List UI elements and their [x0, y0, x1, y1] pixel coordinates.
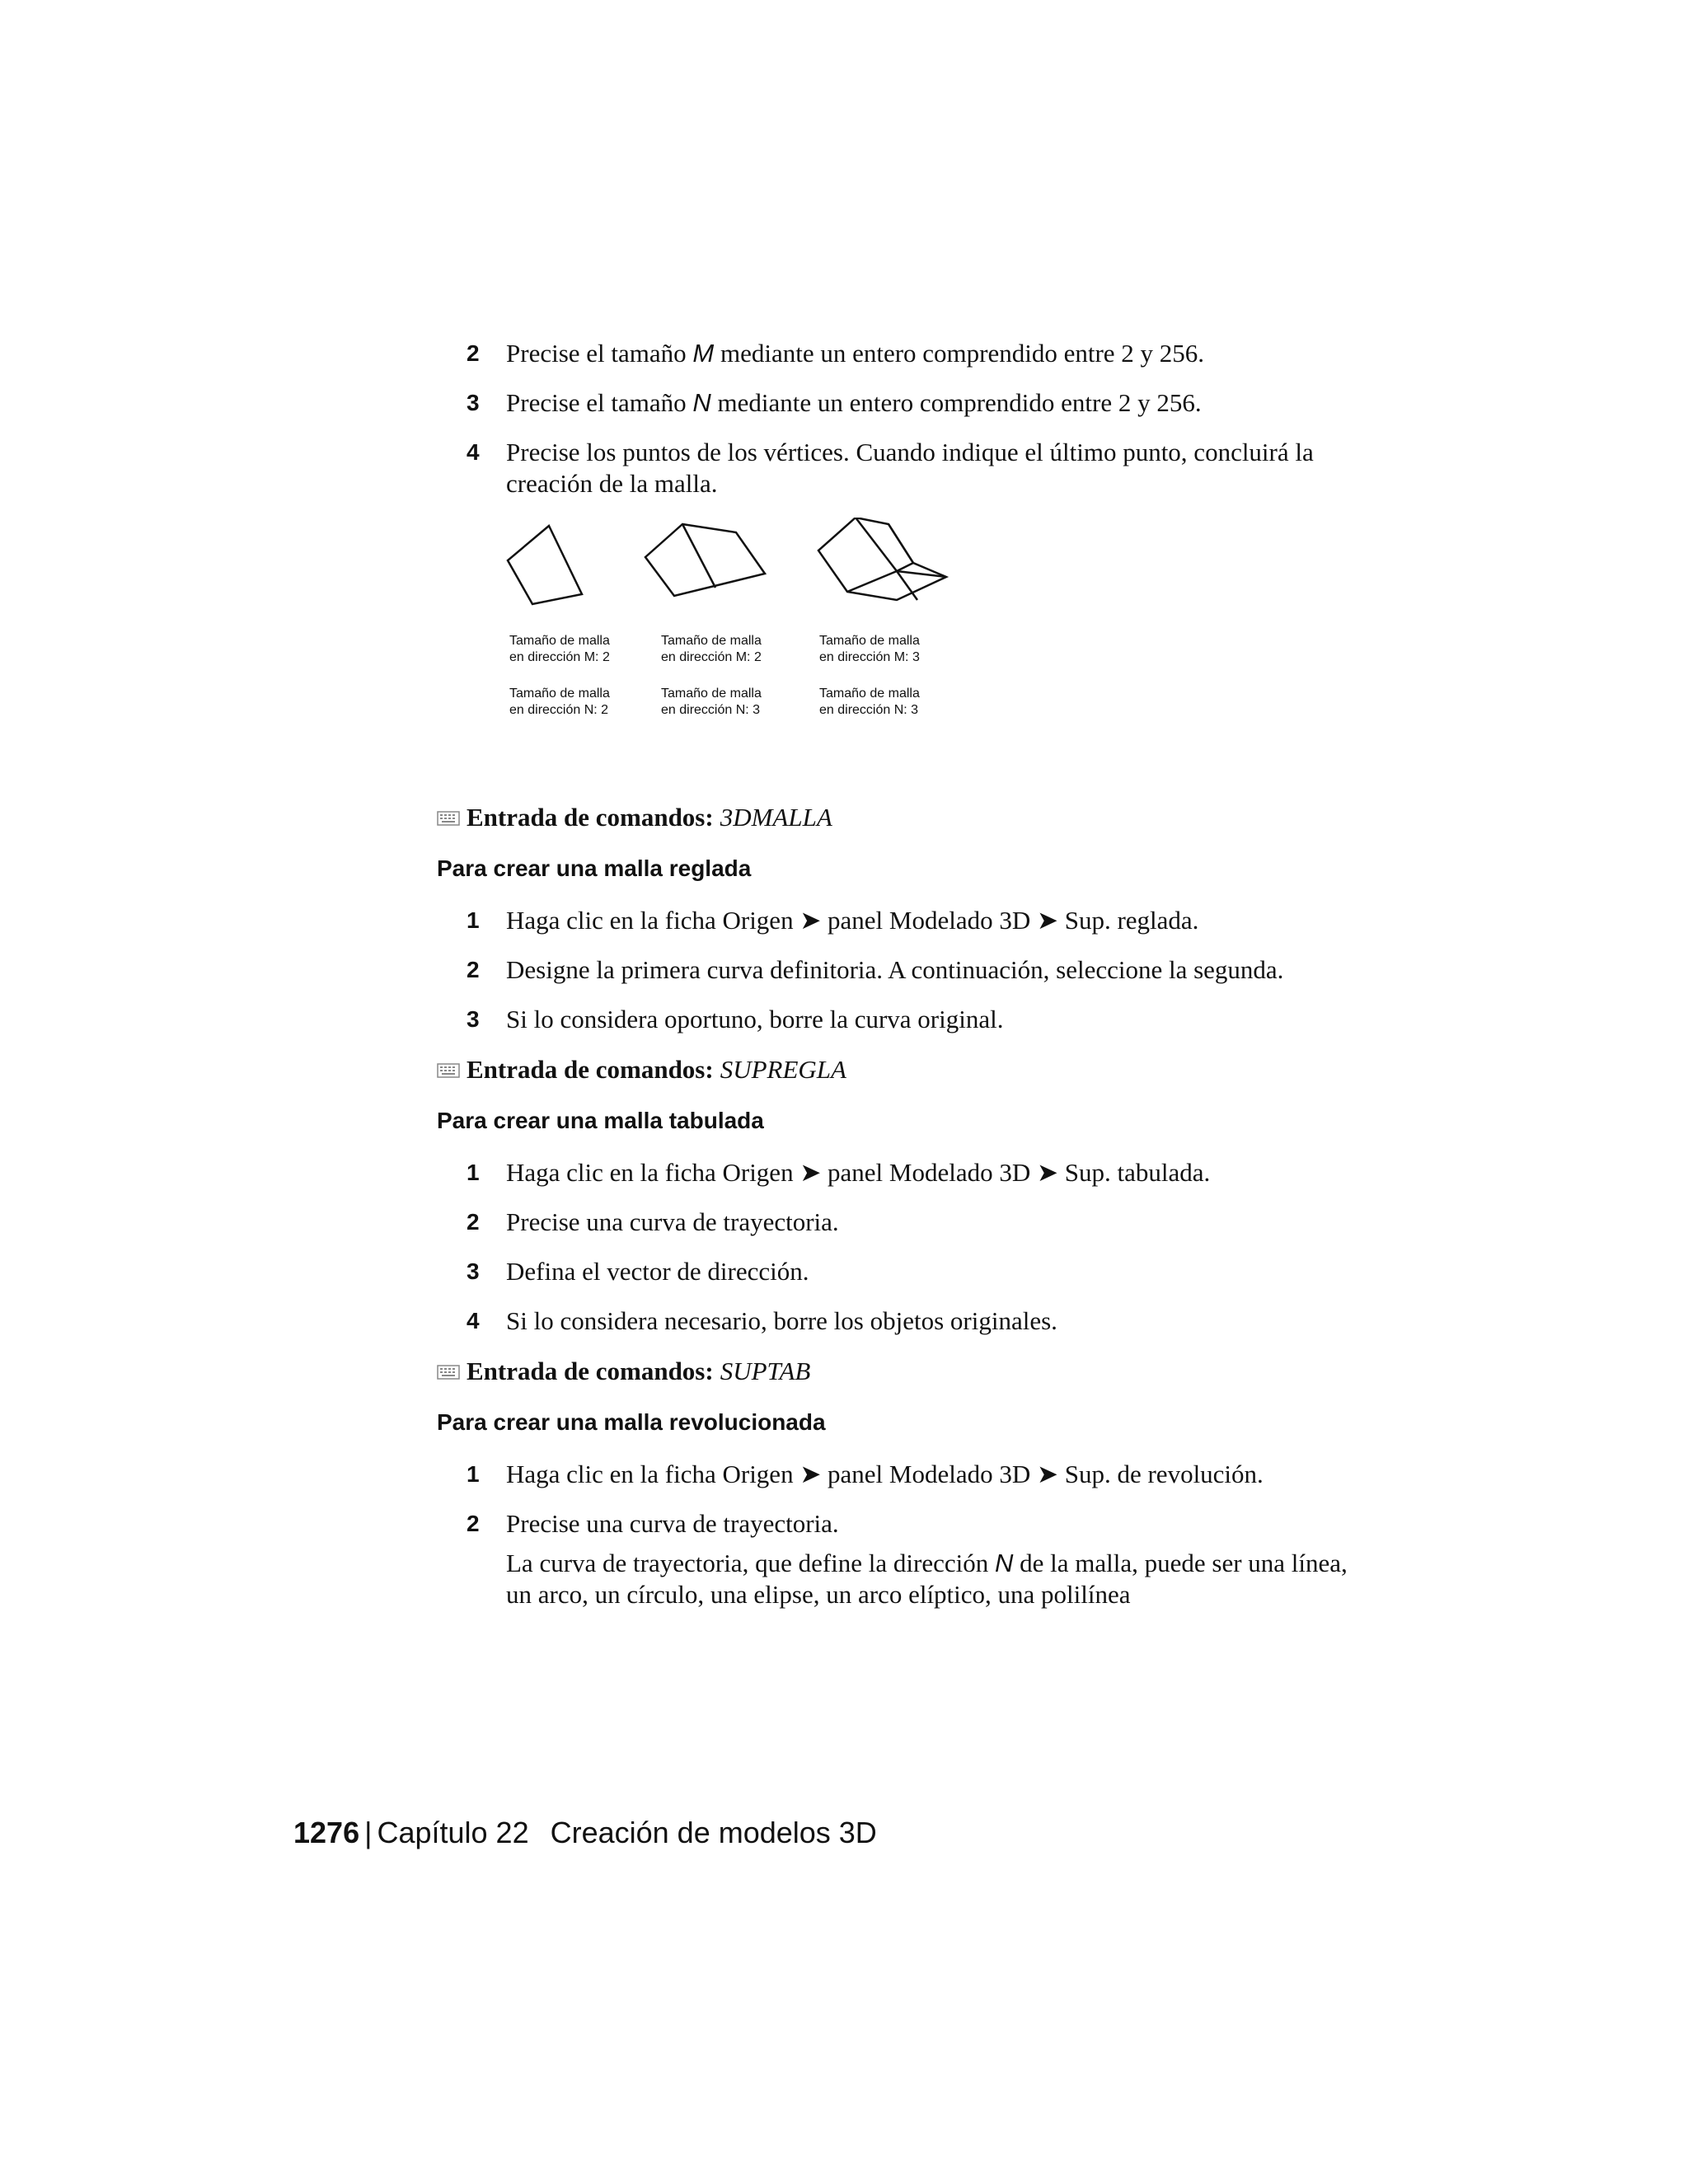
- command-entry: [437, 1053, 1358, 1086]
- command-name: SUPREGLA: [720, 1055, 846, 1084]
- mesh-caption-n: Tamaño de malla en dirección N: 3: [819, 687, 920, 717]
- step-variable: N: [692, 388, 711, 417]
- step-number: 2: [467, 957, 480, 982]
- page-footer: [293, 1815, 877, 1851]
- command-entry: [437, 801, 1358, 834]
- step-text: Si lo considera oportuno, borre la curva original.: [506, 1005, 1004, 1033]
- mesh-2x2: [508, 526, 582, 604]
- step-number: 3: [467, 390, 480, 415]
- list-item: [452, 1004, 1358, 1035]
- command-label: Entrada de comandos:: [467, 803, 714, 832]
- page-content: [437, 338, 1358, 1629]
- step-text: Si lo considera necesario, borre los objetos originales.: [506, 1306, 1057, 1335]
- step-number: 4: [467, 1308, 480, 1333]
- step-number: 2: [467, 1209, 480, 1235]
- step-number: 2: [467, 1511, 480, 1536]
- list-item: [452, 1508, 1358, 1610]
- step-number: 1: [467, 907, 480, 933]
- mesh-caption-m: Tamaño de malla en dirección M: 2: [661, 634, 762, 664]
- step-note: [506, 1548, 1358, 1610]
- mesh-caption-m: Tamaño de malla en dirección M: 2: [509, 634, 610, 664]
- mesh-2x3: [645, 524, 765, 596]
- step-text: Precise el tamaño: [506, 339, 693, 368]
- keyboard-icon: [437, 1362, 460, 1380]
- step-variable: M: [692, 339, 715, 368]
- list-item: [452, 1256, 1358, 1287]
- step-number: 3: [467, 1006, 480, 1032]
- chapter-label: Capítulo 22: [377, 1816, 529, 1849]
- command-entry: [437, 1355, 1358, 1388]
- list-item: [452, 338, 1358, 369]
- step-text: Designe la primera curva definitoria. A continuación, seleccione la segunda.: [506, 955, 1284, 984]
- mesh-diagram: [452, 518, 1029, 641]
- keyboard-icon: [437, 1061, 460, 1079]
- section-heading: Para crear una malla revolucionada: [437, 1409, 826, 1435]
- step-number: 1: [467, 1461, 480, 1487]
- command-label: Entrada de comandos:: [467, 1357, 714, 1385]
- mesh-caption-m: Tamaño de malla en dirección M: 3: [819, 634, 920, 664]
- command-name: 3DMALLA: [720, 803, 832, 832]
- step-text: Haga clic en la ficha Origen ➤ panel Modelado 3D ➤ Sup. de revolución.: [506, 1460, 1264, 1488]
- mesh-caption-n: Tamaño de malla en dirección N: 3: [661, 687, 762, 717]
- list-item: [452, 437, 1358, 499]
- step-text: Precise una curva de trayectoria.: [506, 1207, 839, 1236]
- list-item: [452, 1305, 1358, 1337]
- step-number: 2: [467, 340, 480, 366]
- step-text: mediante un entero comprendido entre 2 y 256.: [714, 339, 1205, 368]
- list-item: [452, 387, 1358, 419]
- chapter-title: Creación de modelos 3D: [550, 1816, 877, 1849]
- step-text: Precise los puntos de los vértices. Cuando indique el último punto, concluirá la creación de la malla.: [506, 438, 1314, 498]
- step-number: 4: [467, 439, 480, 465]
- page-number: 1276: [293, 1816, 360, 1849]
- step-number: 3: [467, 1258, 480, 1284]
- step-text: Haga clic en la ficha Origen ➤ panel Modelado 3D ➤ Sup. reglada.: [506, 906, 1199, 935]
- note-text: La curva de trayectoria, que define la dirección: [506, 1549, 995, 1577]
- command-label: Entrada de comandos:: [467, 1055, 714, 1084]
- section-heading: Para crear una malla tabulada: [437, 1108, 764, 1133]
- note-variable: N: [994, 1549, 1014, 1577]
- list-item: [452, 905, 1358, 936]
- step-text: Haga clic en la ficha Origen ➤ panel Modelado 3D ➤ Sup. tabulada.: [506, 1158, 1211, 1187]
- section-heading: Para crear una malla reglada: [437, 855, 752, 881]
- mesh-figure: [452, 518, 1358, 781]
- step-text: mediante un entero comprendido entre 2 y 256.: [710, 388, 1202, 417]
- list-item: [452, 1459, 1358, 1490]
- note-text: de la malla, puede ser una línea, un arco, un círculo, una elipse, un arco elíptico, una polilínea: [506, 1549, 1348, 1609]
- step-text: Precise una curva de trayectoria.: [506, 1509, 839, 1538]
- list-item: [452, 954, 1358, 986]
- step-number: 1: [467, 1160, 480, 1185]
- command-name: SUPTAB: [720, 1357, 811, 1385]
- keyboard-icon: [437, 808, 460, 827]
- footer-separator: |: [364, 1816, 373, 1849]
- list-item: [452, 1157, 1358, 1188]
- mesh-caption-n: Tamaño de malla en dirección N: 2: [509, 687, 610, 717]
- step-text: Precise el tamaño: [506, 388, 693, 417]
- step-text: Defina el vector de dirección.: [506, 1257, 809, 1286]
- mesh-3x3: [818, 518, 946, 600]
- list-item: [452, 1207, 1358, 1238]
